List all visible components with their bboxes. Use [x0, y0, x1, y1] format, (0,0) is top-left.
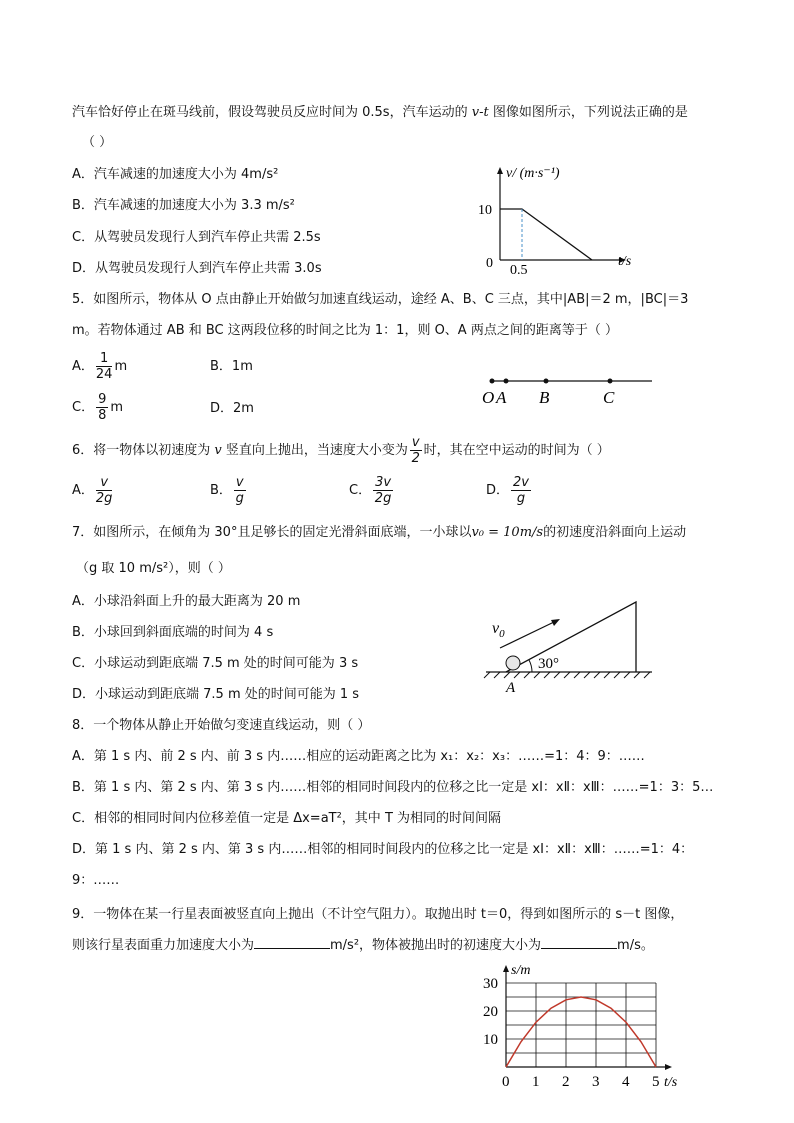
q7-incline-figure	[480, 598, 656, 696]
q9-xtick-label: 2	[562, 1074, 570, 1090]
q7-option-b: B．小球回到斜面底端的时间为 4 s	[72, 625, 274, 640]
q5-point-o	[490, 379, 495, 384]
q7-velocity-arrowhead	[551, 619, 560, 626]
q7-option-a: A．小球沿斜面上升的最大距离为 20 m	[72, 594, 301, 609]
q5-option-a: A． $\frac{1}{24}$ m	[72, 351, 128, 382]
q9-ytick-label: 20	[483, 1004, 498, 1020]
q4-vt-graph	[470, 160, 650, 278]
q7-angle-label: 30°	[538, 656, 559, 672]
q4-treact-label: 0.5	[510, 263, 528, 278]
q7-option-c: C．小球运动到距底端 7.5 m 处的时间可能为 3 s	[72, 656, 359, 671]
q5-label-o: O	[482, 388, 495, 407]
q8-option-d-line2: 9：……	[72, 873, 120, 888]
q6-option-b: B． $\frac{v}{g}$	[210, 475, 244, 506]
q9-ytick-label: 10	[483, 1032, 498, 1048]
q5-line2: m。若物体通过 AB 和 BC 这两段位移的时间之比为 1：1，则 O、A 两点之间的距离等于（ ）	[72, 323, 618, 338]
q9-st-graph	[476, 960, 690, 1090]
q8-option-b: B．第 1 s 内、第 2 s 内、第 3 s 内……相邻的相同时间段内的位移之比一定是 xⅠ：xⅡ：xⅢ：……=1：3：5…	[72, 780, 714, 795]
q5-point-a	[504, 379, 509, 384]
q8-option-d-line1: D．第 1 s 内、第 2 s 内、第 3 s 内……相邻的相同时间段内的位移之比一定是 xⅠ：xⅡ：xⅢ：……=1：4：	[72, 842, 694, 857]
q7-line1: 7．如图所示，在倾角为 30°且足够长的固定光滑斜面底端，一小球以v₀ = 10m/s的初速度沿斜面向上运动	[72, 525, 687, 540]
q5-option-c: C． $\frac{9}{8}$ m	[72, 392, 124, 423]
q6-option-a: A． $\frac{v}{2g}$	[72, 475, 113, 506]
q7-option-d: D．小球运动到距底端 7.5 m 处的时间可能为 1 s	[72, 687, 360, 702]
q7-ground-hatch	[484, 672, 650, 678]
q9-xtick-label: 4	[622, 1074, 630, 1090]
q9-y-label: s/m	[511, 963, 531, 978]
q4-option-a: A．汽车减速的加速度大小为 4m/s²	[72, 167, 279, 182]
q4-option-d: D．从驾驶员发现行人到汽车停止共需 3.0s	[72, 261, 322, 276]
q7-angle-arc	[529, 660, 532, 672]
q4-option-c: C．从驾驶员发现行人到汽车停止共需 2.5s	[72, 230, 321, 245]
q4-paren: （ ）	[82, 135, 113, 150]
q5-label-c: C	[603, 388, 615, 407]
q9-ytick-label: 30	[483, 976, 498, 992]
q9-x-arrow	[665, 1064, 672, 1070]
q9-xtick-label: 5	[652, 1074, 660, 1090]
q5-label-a: A	[496, 388, 507, 407]
q9-line1: 9．一物体在某一行星表面被竖直向上抛出（不计空气阻力）。取抛出时 t＝0，得到如图所示的 s－t 图像，	[72, 907, 684, 922]
q9-curve	[506, 997, 656, 1067]
q7-incline	[506, 602, 636, 672]
q4-line1: 汽车恰好停止在斑马线前，假设驾驶员反应时间为 0.5s，汽车运动的 v-t 图像如图所示，下列说法正确的是	[72, 105, 688, 120]
q9-blank-g[interactable]	[254, 936, 330, 949]
q9-blank-v0[interactable]	[541, 936, 617, 949]
q9-line2: 则该行星表面重力加速度大小为 m/s²，物体被抛出时的初速度大小为 m/s。	[72, 938, 654, 953]
q4-y-arrow	[497, 167, 503, 174]
q6-line1: 6．将一物体以初速度为 v 竖直向上抛出，当速度大小变为 $\frac{v}{2}$ 时，其在空中运动的时间为（ ）	[72, 435, 610, 466]
q4-origin-label: 0	[486, 256, 493, 271]
q6-option-c: C． $\frac{3v}{2g}$	[349, 475, 392, 506]
q7-line2: （g 取 10 m/s²），则（ ）	[76, 561, 231, 576]
q5-point-c	[608, 379, 613, 384]
q4-y-label: v/ (m·s⁻¹)	[506, 166, 560, 181]
q4-v0-label: 10	[478, 203, 492, 218]
q7-ball	[506, 656, 520, 670]
q5-point-b	[544, 379, 549, 384]
q9-xtick-label: 3	[592, 1074, 600, 1090]
q5-option-d: D．2m	[210, 401, 254, 416]
q5-option-b: B．1m	[210, 359, 253, 374]
q7-velocity-arrow	[500, 622, 554, 648]
q9-xtick-label: 1	[532, 1074, 540, 1090]
q7-v0-label: $v_0$	[492, 620, 505, 640]
q4-vt-line	[500, 209, 592, 260]
q8-line1: 8．一个物体从静止开始做匀变速直线运动，则（ ）	[72, 718, 371, 733]
q8-option-c: C．相邻的相同时间内位移差值一定是 Δx=aT²，其中 T 为相同的时间间隔	[72, 811, 502, 826]
q4-x-label: t/s	[618, 254, 632, 269]
q6-option-d: D． $\frac{2v}{g}$	[486, 475, 529, 506]
q5-label-b: B	[539, 388, 550, 407]
q8-option-a: A．第 1 s 内、前 2 s 内、前 3 s 内……相应的运动距离之比为 x₁：x₂：x₃：……=1：4：9：……	[72, 749, 645, 764]
q5-line-figure	[476, 370, 656, 408]
q7-point-a-label: A	[506, 680, 516, 696]
q9-xtick-label: 0	[502, 1074, 510, 1090]
q5-line1: 5．如图所示，物体从 O 点由静止开始做匀加速直线运动，途经 A、B、C 三点，其中|AB|＝2 m，|BC|＝3	[72, 292, 689, 307]
q9-x-label: t/s	[664, 1075, 678, 1090]
q9-grid	[506, 983, 656, 1067]
q4-option-b: B．汽车减速的加速度大小为 3.3 m/s²	[72, 198, 295, 213]
q9-y-arrow	[503, 965, 509, 972]
